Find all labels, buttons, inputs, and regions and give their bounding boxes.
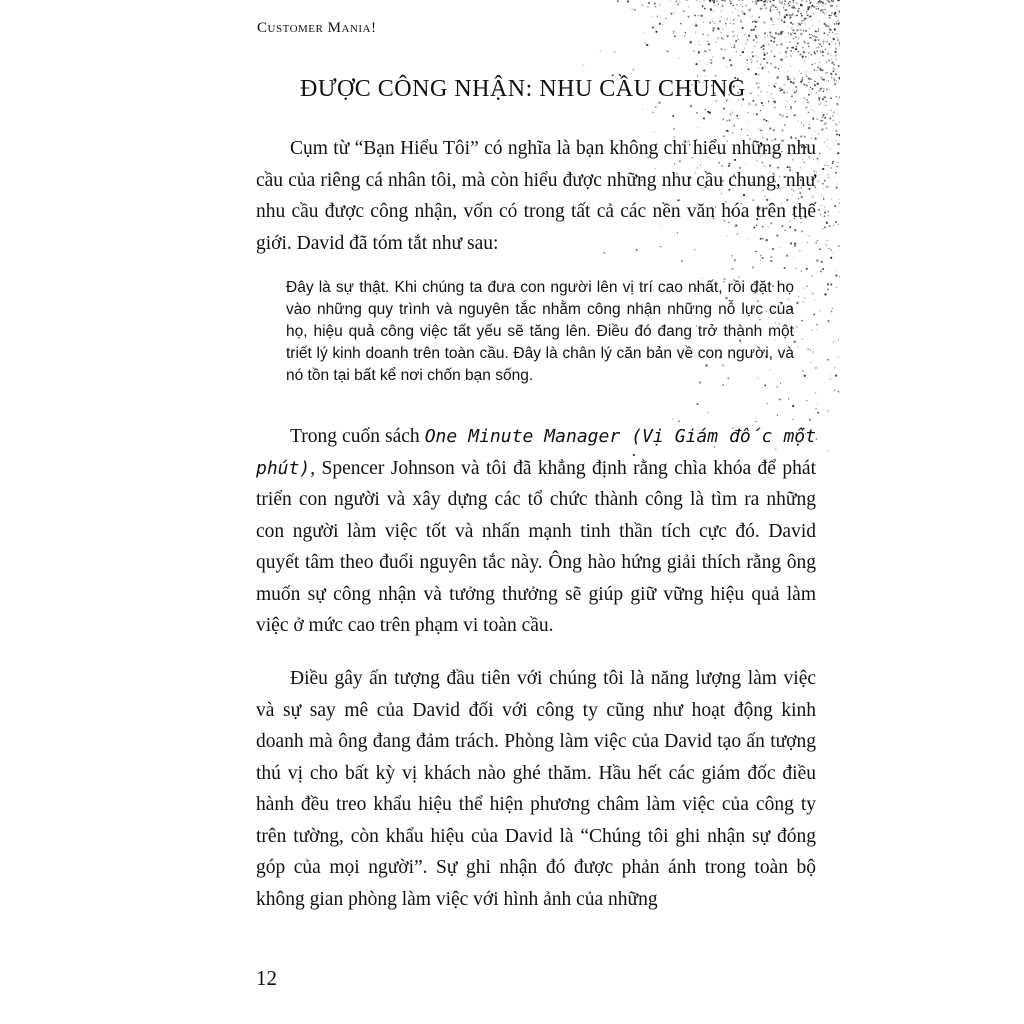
paragraph-2-intro: Trong cuốn sách	[290, 426, 425, 447]
paragraph-3: Điều gây ấn tượng đầu tiên với chúng tôi là năng lượng làm việc và sự say mê của David đối với công ty cũng như hoạt động kinh doanh mà ông đang đảm trách. Phòng làm việc của David tạo ấn tượng thú vị cho bất kỳ vị khách nào ghé thăm. Hầu hết các giám đốc điều hành đều treo khẩu hiệu thể hiện phương châm làm việc của công ty trên tường, còn khẩu hiệu của David là “Chúng tôi ghi nhận sự đóng góp của mọi người”. Sự ghi nhận đó được phản ánh trong toàn bộ không gian phòng làm việc với hình ảnh của những	[256, 668, 816, 910]
section-title: ĐƯỢC CÔNG NHẬN: NHU CẦU CHUNG	[300, 76, 746, 102]
paragraph-2-rest: , Spencer Johnson và tôi đã khẳng định rằng chìa khóa để phát triển con người và xây dựng các tổ chức thành công là tìm ra những con người làm việc tốt và nhấn mạnh tinh thần tích cực đó. David quyết tâm theo đuổi nguyên tắc này. Ông hào hứng giải thích rằng ông muốn sự công nhận và tưởng thưởng sẽ giúp giữ vững hiệu quả làm việc ở mức cao trên phạm vi toàn cầu.	[256, 457, 816, 636]
page-number: 12	[256, 966, 277, 990]
paragraph-1: Cụm từ “Bạn Hiểu Tôi” có nghĩa là bạn không chỉ hiểu những nhu cầu của riêng cá nhân tôi, mà còn hiểu được những nhu cầu chung, như nhu cầu được công nhận, vốn có trong tất cả các nền văn hóa trên thế giới. David đã tóm tắt như sau:	[256, 138, 816, 254]
book-title-emphasis: One Minute Manager (Vị Giám đốc một phút)	[256, 426, 816, 479]
paragraph-2	[256, 421, 816, 642]
running-head: Customer Mania!	[257, 20, 377, 36]
block-quote: Đây là sự thật. Khi chúng ta đưa con người lên vị trí cao nhất, rồi đặt họ vào những quy trình và nguyên tắc nhằm công nhận những nỗ lực của họ, hiệu quả công việc tất yếu sẽ tăng lên. Điều đó đang trở thành một triết lý kinh doanh trên toàn cầu. Đây là chân lý căn bản về con người, và nó tồn tại bất kể nơi chốn bạn sống.	[286, 279, 794, 384]
